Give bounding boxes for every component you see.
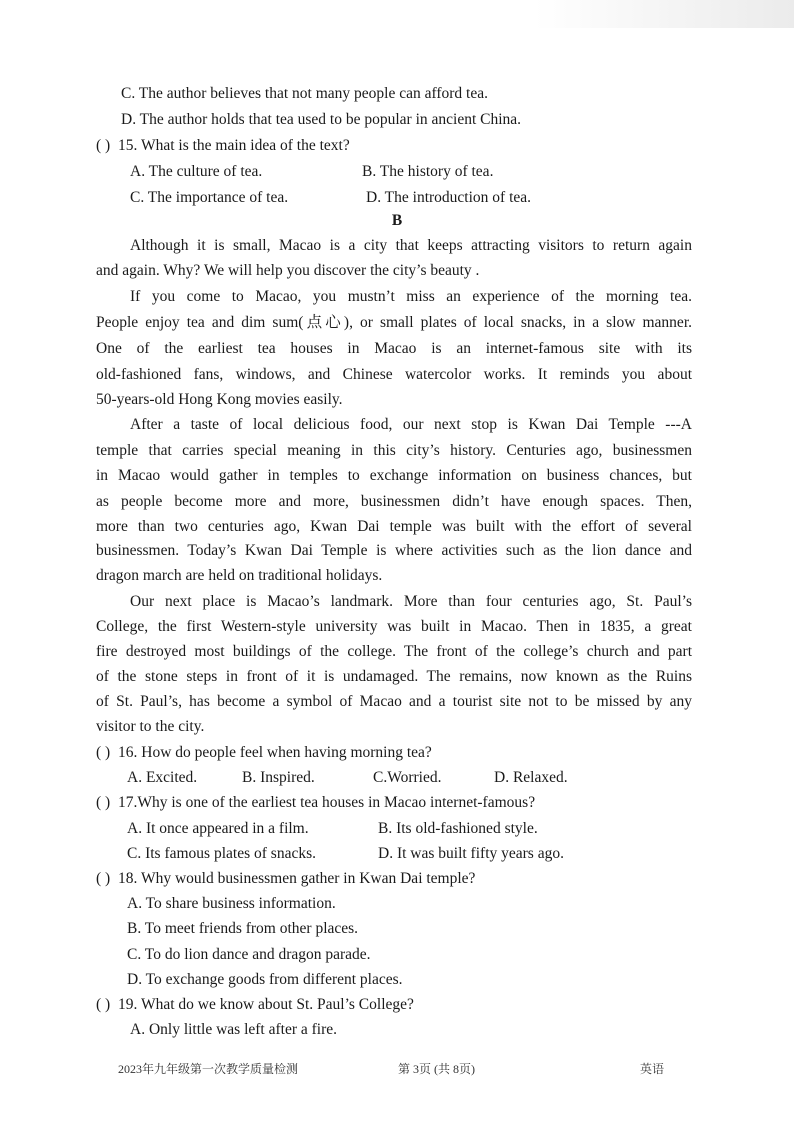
passage-line: If you come to Macao, you mustn’t miss an experience of the morning tea. <box>130 288 692 305</box>
q18-option-b: B. To meet friends from other places. <box>127 920 359 937</box>
q15-option-d: D. The introduction of tea. <box>366 189 532 206</box>
passage-line: Our next place is Macao’s landmark. More than four centuries ago, St. Paul’s <box>130 593 692 610</box>
q19-question: 19. What do we know about St. Paul’s College? <box>118 996 414 1013</box>
q16-option-c: C.Worried. <box>373 769 442 786</box>
q15-option-b: B. The history of tea. <box>362 163 494 180</box>
q15-question: 15. What is the main idea of the text? <box>118 137 350 154</box>
q18-question: 18. Why would businessmen gather in Kwan Dai temple? <box>118 870 476 887</box>
passage-line: visitor to the city. <box>96 718 205 735</box>
passage-line: as people become more and more, businessmen didn’t have enough spaces. Then, <box>96 493 692 510</box>
passage-line: People enjoy tea and dim sum(点心), or small plates of local snacks, in a slow manner. <box>96 314 692 331</box>
passage-line: Although it is small, Macao is a city that keeps attracting visitors to return again <box>130 237 692 254</box>
q19-question-row <box>96 995 414 1015</box>
q18-question-row <box>96 869 475 889</box>
q16-option-b: B. Inspired. <box>242 769 315 786</box>
passage-line: of the stone steps in front of it is undamaged. The remains, now known as the Ruins <box>96 668 692 685</box>
q15-option-a: A. The culture of tea. <box>130 163 263 180</box>
q18-option-c: C. To do lion dance and dragon parade. <box>127 946 371 963</box>
scan-shadow <box>534 0 794 28</box>
q15-question-row <box>96 136 350 156</box>
q16-option-a: A. Excited. <box>127 769 198 786</box>
passage-line: and again. Why? We will help you discover the city’s beauty . <box>96 262 480 279</box>
footer-subject: 英语 <box>640 1062 665 1076</box>
passage-line: in Macao would gather in temples to exchange information on business chances, but <box>96 467 692 484</box>
q17-question: 17.Why is one of the earliest tea houses in Macao internet-famous? <box>118 794 536 811</box>
passage-line: businessmen. Today’s Kwan Dai Temple is where activities such as the lion dance and <box>96 542 692 559</box>
q14-option-c: C. The author believes that not many people can afford tea. <box>121 85 488 102</box>
q16-question: 16. How do people feel when having morning tea? <box>118 744 432 761</box>
answer-bracket: ( ) <box>96 137 111 154</box>
passage-line: 50-years-old Hong Kong movies easily. <box>96 391 343 408</box>
passage-line: fire destroyed most buildings of the college. The front of the college’s church and part <box>96 643 692 660</box>
q17-option-d: D. It was built fifty years ago. <box>378 845 564 862</box>
q17-option-a: A. It once appeared in a film. <box>127 820 309 837</box>
passage-line: temple that carries special meaning in this city’s history. Centuries ago, businessmen <box>96 442 692 459</box>
answer-bracket: ( ) <box>96 794 111 811</box>
passage-line: old-fashioned fans, windows, and Chinese watercolor works. It reminds you about <box>96 366 692 383</box>
answer-bracket: ( ) <box>96 744 111 761</box>
q18-option-a: A. To share business information. <box>127 895 336 912</box>
passage-line: After a taste of local delicious food, our next stop is Kwan Dai Temple ---A <box>130 416 692 433</box>
section-title: B <box>391 212 403 229</box>
answer-bracket: ( ) <box>96 996 111 1013</box>
passage-line: of St. Paul’s, has become a symbol of Macao and a tourist site not to be missed by any <box>96 693 692 710</box>
q16-question-row <box>96 743 432 763</box>
q14-option-d: D. The author holds that tea used to be popular in ancient China. <box>121 111 522 128</box>
passage-line: College, the first Western-style university was built in Macao. Then in 1835, a great <box>96 618 692 635</box>
footer-exam-title: 2023年九年级第一次教学质量检测 <box>118 1062 299 1076</box>
q15-option-c: C. The importance of tea. <box>130 189 289 206</box>
q17-option-b: B. Its old-fashioned style. <box>378 820 538 837</box>
q17-option-c: C. Its famous plates of snacks. <box>127 845 316 862</box>
q19-option-a: A. Only little was left after a fire. <box>130 1021 338 1038</box>
answer-bracket: ( ) <box>96 870 111 887</box>
q18-option-d: D. To exchange goods from different places. <box>127 971 403 988</box>
passage-line: One of the earliest tea houses in Macao is an internet-famous site with its <box>96 340 692 357</box>
passage-line: dragon march are held on traditional holidays. <box>96 567 383 584</box>
passage-line: more than two centuries ago, Kwan Dai temple was built with the effort of several <box>96 518 692 535</box>
footer-page-number: 第 3页 (共 8页) <box>398 1062 475 1076</box>
q17-question-row <box>96 793 535 813</box>
q16-option-d: D. Relaxed. <box>494 769 568 786</box>
